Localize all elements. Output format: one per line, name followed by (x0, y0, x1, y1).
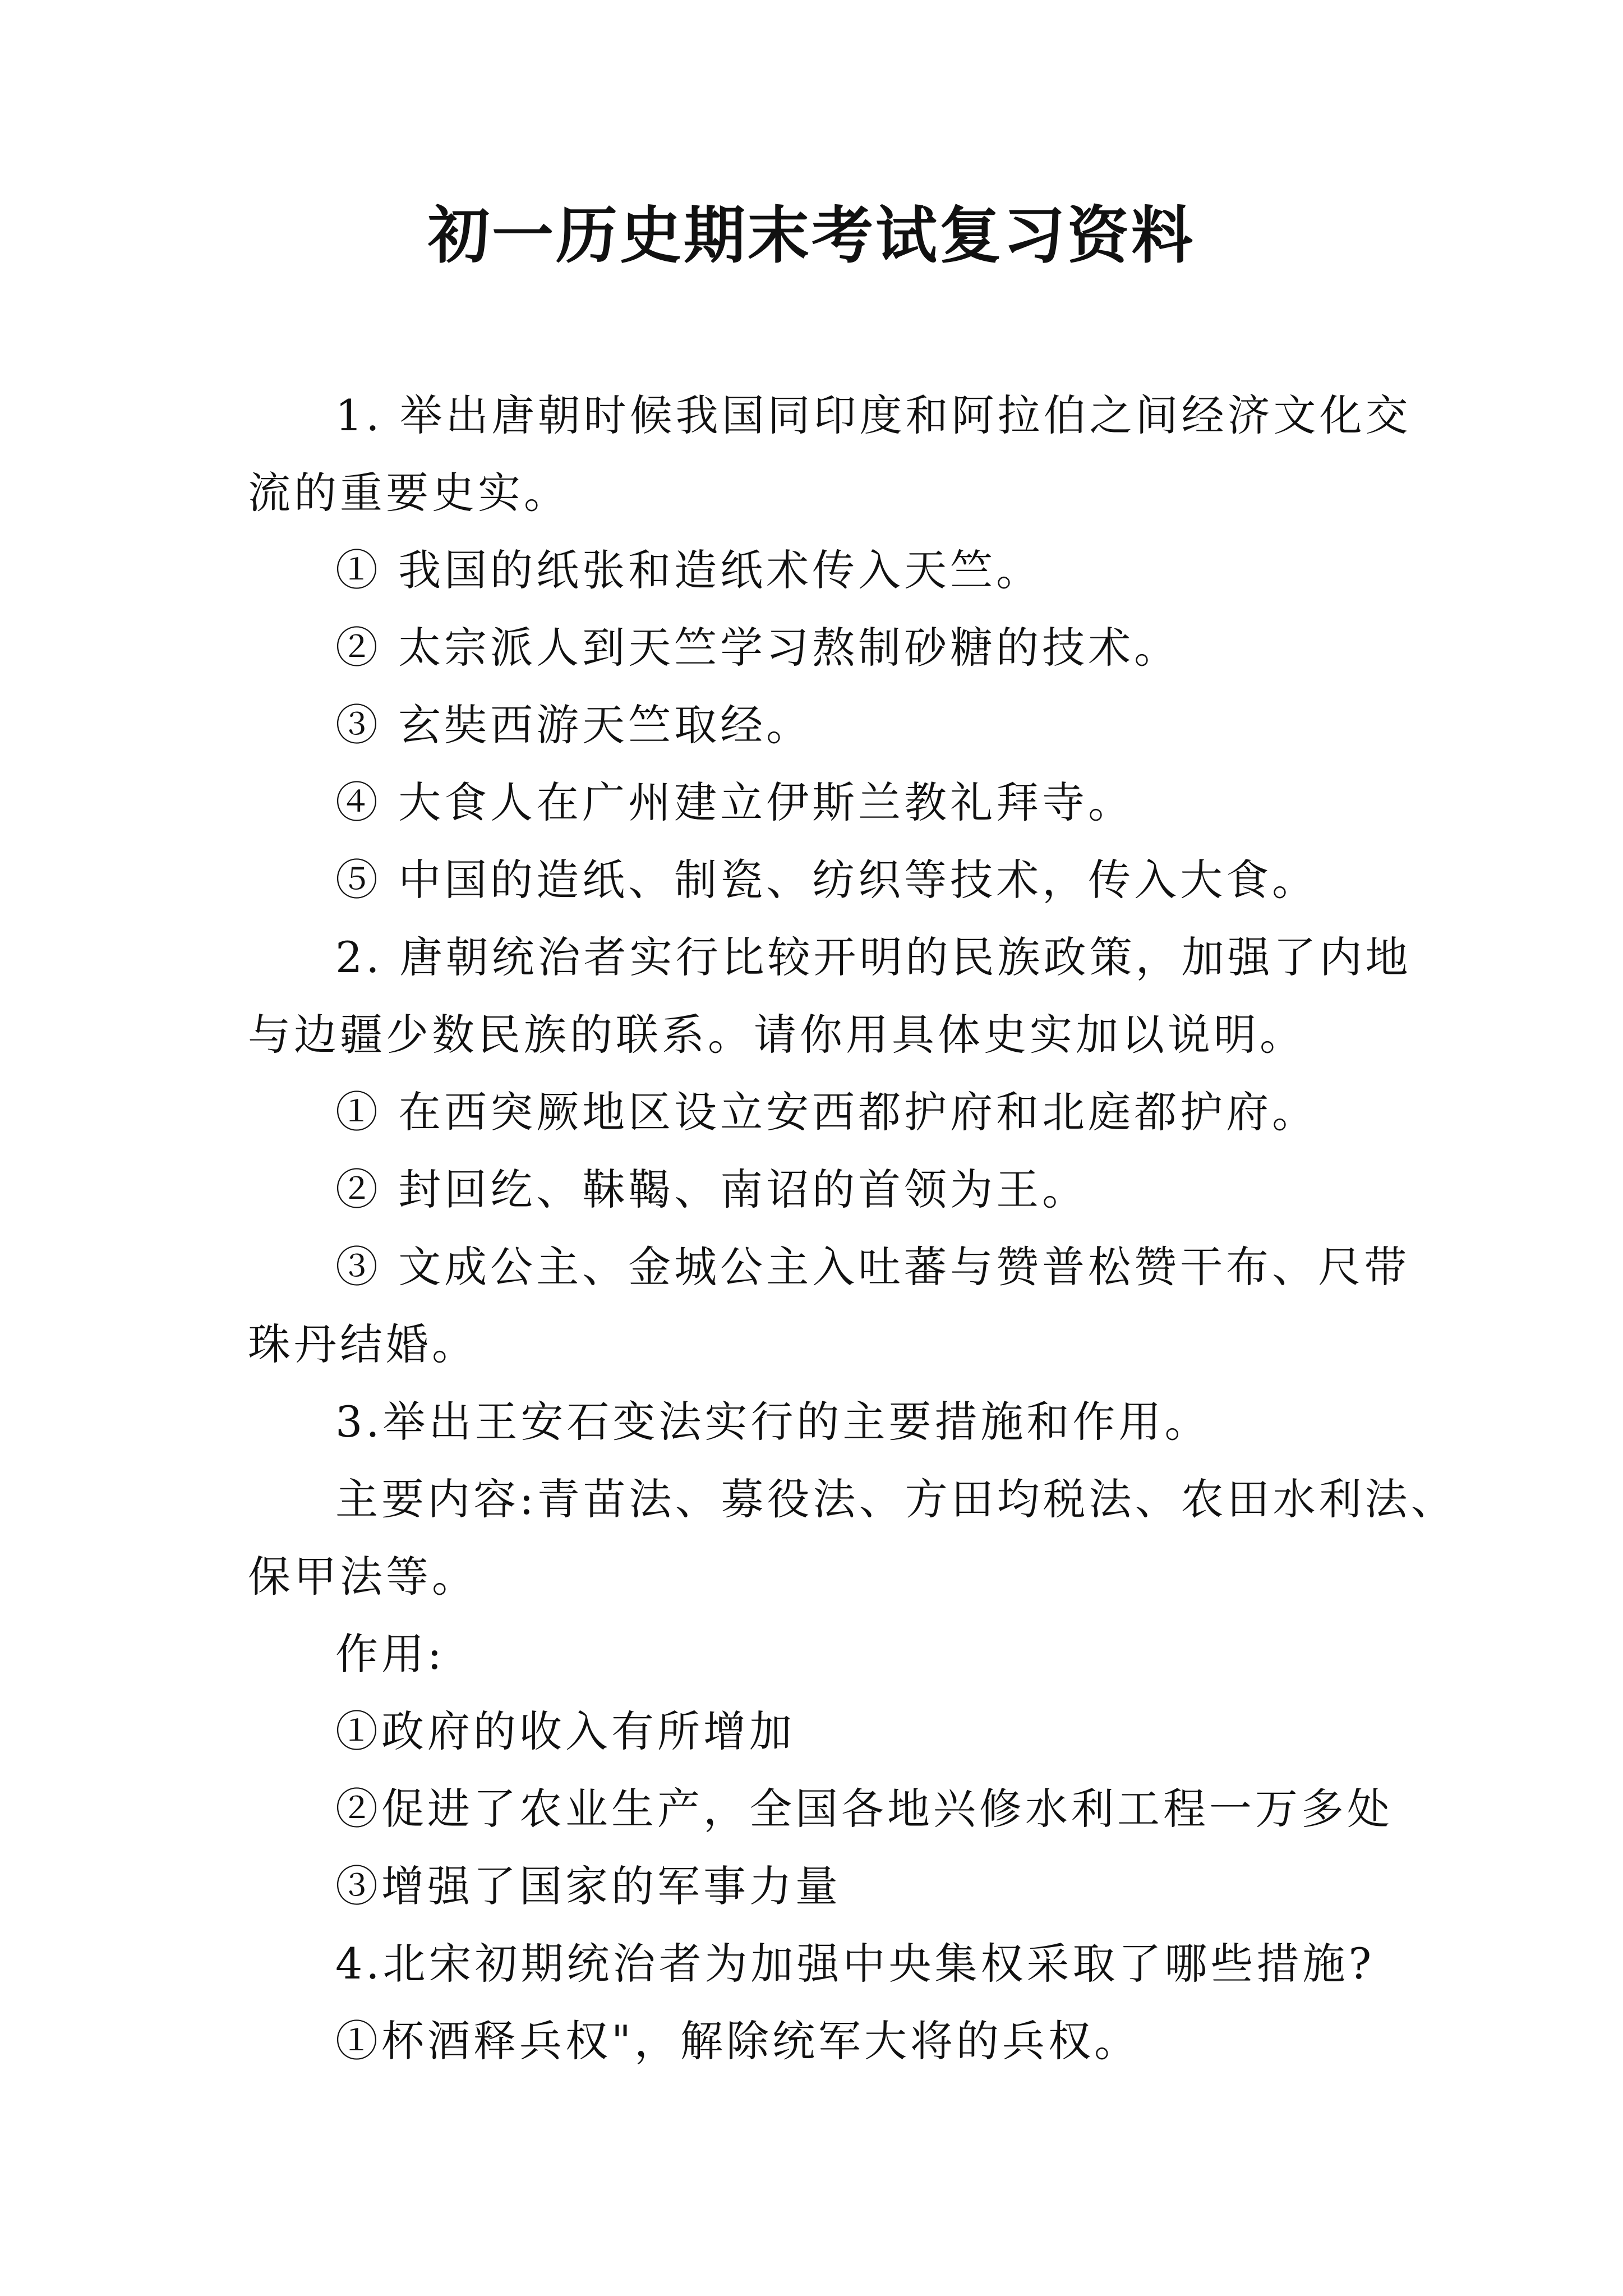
paragraph-2-line-1: 2. 唐朝统治者实行比较开明的民族政策，加强了内地 (335, 932, 1412, 982)
list-item: ③ 玄奘西游天竺取经。 (335, 700, 813, 750)
list-item-line-2: 珠丹结婚。 (248, 1319, 478, 1369)
list-item: ③增强了国家的军事力量 (335, 1861, 841, 1911)
list-item: ② 太宗派人到天竺学习熬制砂糖的技术。 (335, 623, 1181, 673)
document-title: 初一历史期末考试复习资料 (428, 199, 1195, 272)
list-item: ①杯酒释兵权"，解除统军大将的兵权。 (335, 2016, 1140, 2066)
main-content-line-2: 保甲法等。 (248, 1552, 478, 1602)
list-item: ① 我国的纸张和造纸术传入天竺。 (335, 545, 1043, 595)
list-item: ② 封回纥、靺鞨、南诏的首领为王。 (335, 1165, 1089, 1214)
paragraph-2-line-2: 与边疆少数民族的联系。请你用具体史实加以说明。 (248, 1010, 1306, 1060)
main-content-line-1: 主要内容:青苗法、募役法、方田均税法、农田水利法、 (335, 1474, 1457, 1524)
list-item: ①政府的收入有所增加 (335, 1706, 795, 1756)
paragraph-1-line-2: 流的重要史实。 (248, 468, 570, 518)
list-item: ②促进了农业生产，全国各地兴修水利工程一万多处 (335, 1784, 1393, 1834)
list-item: ⑤ 中国的造纸、制瓷、纺织等技术，传入大食。 (335, 855, 1318, 905)
question-3: 3.举出王安石变法实行的主要措施和作用。 (335, 1397, 1211, 1447)
list-item: ④ 大食人在广州建立伊斯兰教礼拜寺。 (335, 777, 1135, 827)
list-item: ① 在西突厥地区设立安西都护府和北庭都护府。 (335, 1087, 1318, 1137)
effect-heading: 作用: (335, 1629, 445, 1679)
question-4: 4.北宋初期统治者为加强中央集权采取了哪些措施? (335, 1939, 1375, 1989)
list-item-line-1: ③ 文成公主、金城公主入吐蕃与赞普松赞干布、尺带 (335, 1242, 1410, 1292)
document-body (248, 377, 1457, 2080)
paragraph-1-line-1: 1. 举出唐朝时候我国同印度和阿拉伯之间经济文化交 (335, 390, 1412, 440)
